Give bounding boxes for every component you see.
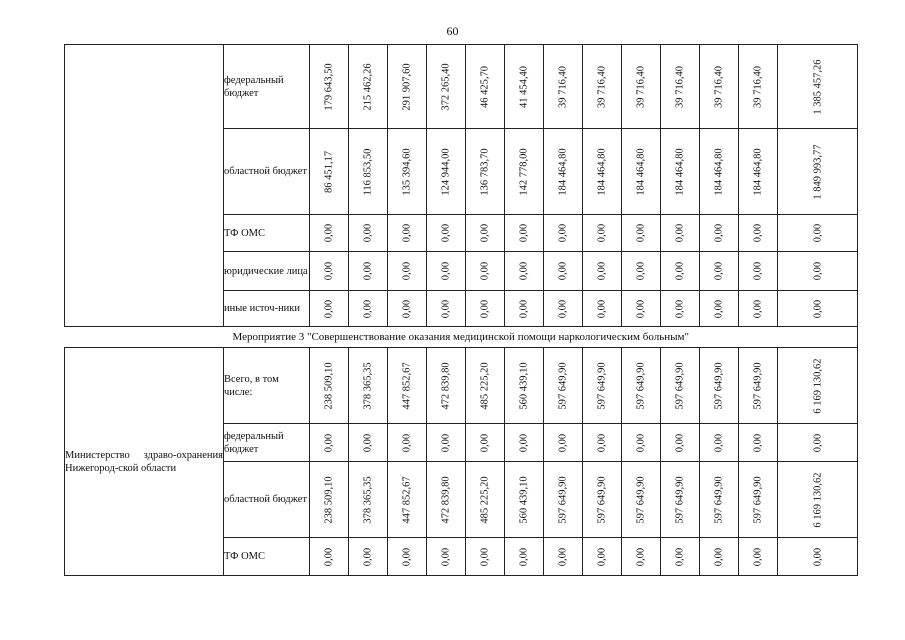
year-value-cell [700,538,739,576]
year-value: 124 944,00 [440,147,452,196]
year-value: 39 716,40 [557,65,569,108]
year-value-cell [427,45,466,129]
year-value-cell [583,348,622,424]
year-value: 0,00 [323,223,335,243]
year-value-cell [661,215,700,252]
year-value-cell [544,45,583,129]
year-value: 597 649,90 [713,361,725,410]
year-value: 0,00 [713,223,725,243]
year-value-cell [544,291,583,327]
funding-source: Всего, в том числе: [224,348,310,424]
funding-source: областной бюджет [224,462,310,538]
year-value: 41 454,40 [518,65,530,108]
year-value-cell [544,424,583,462]
year-value: 0,00 [557,299,569,318]
year-value-cell [544,252,583,291]
year-value: 0,00 [401,299,413,318]
year-value: 0,00 [635,223,647,243]
year-value: 0,00 [401,261,413,281]
year-value: 0,00 [713,547,725,566]
year-value-cell [739,129,778,215]
year-value: 0,00 [674,547,686,566]
year-value-cell [700,252,739,291]
year-value: 472 839,80 [440,361,452,410]
year-value: 0,00 [479,547,491,566]
total-value: 6 169 130,62 [812,471,823,528]
year-value: 597 649,90 [596,475,608,524]
year-value: 215 462,26 [362,62,374,111]
year-value-cell [622,348,661,424]
year-value-cell [388,424,427,462]
year-value: 0,00 [440,261,452,281]
total-value-cell [778,291,858,327]
year-value-cell [700,348,739,424]
total-value: 0,00 [812,547,823,566]
year-value: 378 365,35 [362,475,374,524]
year-value: 0,00 [557,223,569,243]
year-value: 0,00 [440,223,452,243]
year-value: 39 716,40 [713,65,725,108]
year-value-cell [427,424,466,462]
year-value-cell [466,538,505,576]
year-value-cell [700,462,739,538]
year-value: 0,00 [557,261,569,281]
total-value-cell [778,424,858,462]
year-value-cell [544,462,583,538]
total-value: 1 849 993,77 [812,143,823,200]
year-value-cell [388,129,427,215]
year-value: 116 853,50 [362,148,374,195]
year-value: 0,00 [479,261,491,281]
year-value-cell [583,424,622,462]
year-value: 0,00 [752,547,764,566]
year-value: 238 509,10 [323,361,335,410]
year-value: 0,00 [401,433,413,452]
year-value: 597 649,90 [674,361,686,410]
section-row [65,327,858,348]
year-value: 597 649,90 [635,475,647,524]
year-value: 597 649,90 [752,475,764,524]
year-value-cell [544,215,583,252]
year-value-cell [739,215,778,252]
year-value-cell [427,129,466,215]
year-value-cell [310,45,349,129]
year-value-cell [310,215,349,252]
year-value: 184 464,80 [557,147,569,196]
year-value: 142 778,00 [518,147,530,196]
year-value-cell [622,252,661,291]
total-value: 6 169 130,62 [812,357,823,414]
empty-organization-cell [65,45,224,327]
year-value: 0,00 [479,433,491,452]
year-value-cell [739,291,778,327]
year-value-cell [661,538,700,576]
year-value-cell [700,215,739,252]
year-value: 0,00 [713,261,725,281]
year-value: 0,00 [674,433,686,452]
year-value: 179 643,50 [323,62,335,111]
year-value-cell [427,252,466,291]
year-value-cell [427,215,466,252]
year-value-cell [544,129,583,215]
funding-source: федеральный бюджет [224,45,310,129]
year-value-cell [739,45,778,129]
year-value: 0,00 [635,261,647,281]
year-value: 291 907,60 [401,62,413,111]
year-value: 485 225,20 [479,361,491,410]
year-value: 372 265,40 [440,62,452,111]
year-value-cell [505,252,544,291]
year-value: 0,00 [596,433,608,452]
total-value-cell [778,215,858,252]
total-value: 0,00 [812,433,823,452]
top-block [65,45,858,327]
year-value: 0,00 [323,261,335,281]
total-value: 0,00 [812,299,823,318]
year-value: 0,00 [674,223,686,243]
year-value-cell [700,291,739,327]
table-row [65,45,858,129]
year-value: 0,00 [752,223,764,243]
year-value: 0,00 [674,261,686,281]
year-value-cell [310,252,349,291]
year-value: 39 716,40 [674,65,686,108]
bottom-block [65,348,858,576]
year-value-cell [739,348,778,424]
year-value: 184 464,80 [674,147,686,196]
year-value-cell [310,291,349,327]
year-value-cell [427,538,466,576]
year-value: 46 425,70 [479,65,491,108]
year-value-cell [700,129,739,215]
total-value: 0,00 [812,261,823,281]
total-value: 0,00 [812,223,823,243]
year-value: 0,00 [518,299,530,318]
year-value-cell [505,129,544,215]
year-value: 0,00 [323,433,335,452]
year-value: 0,00 [362,299,374,318]
year-value: 238 509,10 [323,475,335,524]
year-value: 0,00 [596,261,608,281]
year-value-cell [739,252,778,291]
year-value-cell [583,45,622,129]
year-value: 0,00 [596,299,608,318]
year-value-cell [349,291,388,327]
year-value-cell [388,252,427,291]
total-value-cell [778,538,858,576]
year-value: 0,00 [518,547,530,566]
year-value: 0,00 [362,261,374,281]
year-value: 0,00 [362,433,374,452]
funding-source: областной бюджет [224,129,310,215]
year-value-cell [349,215,388,252]
year-value-cell [583,538,622,576]
year-value-cell [739,424,778,462]
year-value-cell [349,462,388,538]
year-value-cell [739,462,778,538]
year-value-cell [622,291,661,327]
year-value-cell [622,424,661,462]
total-value-cell [778,348,858,424]
year-value: 597 649,90 [557,361,569,410]
year-value: 0,00 [635,547,647,566]
year-value-cell [310,462,349,538]
year-value-cell [583,462,622,538]
year-value-cell [505,424,544,462]
year-value: 0,00 [362,547,374,566]
year-value-cell [427,348,466,424]
year-value-cell [466,215,505,252]
year-value-cell [661,348,700,424]
year-value-cell [583,215,622,252]
year-value-cell [505,291,544,327]
year-value: 597 649,90 [557,475,569,524]
organization-cell [65,348,224,576]
year-value: 0,00 [440,299,452,318]
year-value: 0,00 [479,223,491,243]
year-value: 0,00 [752,299,764,318]
year-value: 184 464,80 [713,147,725,196]
year-value-cell [661,252,700,291]
year-value-cell [349,348,388,424]
year-value: 0,00 [635,433,647,452]
year-value: 485 225,20 [479,475,491,524]
total-value-cell [778,45,858,129]
year-value-cell [388,348,427,424]
year-value-cell [622,538,661,576]
year-value: 135 394,60 [401,147,413,196]
total-value-cell [778,252,858,291]
year-value: 39 716,40 [596,65,608,108]
year-value: 0,00 [557,547,569,566]
year-value-cell [661,462,700,538]
year-value: 184 464,80 [635,147,647,196]
organization-name: Министерство здраво-охранения Нижегород-ской области [65,449,223,474]
year-value: 597 649,90 [596,361,608,410]
year-value: 0,00 [713,299,725,318]
year-value-cell [505,215,544,252]
year-value-cell [427,291,466,327]
year-value: 560 439,10 [518,361,530,410]
year-value-cell [427,462,466,538]
year-value: 0,00 [401,223,413,243]
year-value-cell [388,215,427,252]
year-value-cell [466,45,505,129]
year-value-cell [388,462,427,538]
year-value: 447 852,67 [401,475,413,524]
table-row [65,348,858,424]
year-value-cell [388,45,427,129]
year-value: 597 649,90 [635,361,647,410]
year-value: 597 649,90 [713,475,725,524]
year-value: 0,00 [323,299,335,318]
year-value: 0,00 [752,261,764,281]
year-value-cell [349,252,388,291]
year-value: 0,00 [596,223,608,243]
year-value: 0,00 [713,433,725,452]
year-value-cell [388,291,427,327]
year-value-cell [310,424,349,462]
year-value-cell [583,291,622,327]
year-value: 0,00 [518,433,530,452]
year-value-cell [349,45,388,129]
year-value-cell [466,348,505,424]
page-number: 60 [446,24,459,38]
year-value-cell [739,538,778,576]
year-value: 0,00 [323,547,335,566]
year-value: 0,00 [440,433,452,452]
year-value: 0,00 [596,547,608,566]
year-value: 597 649,90 [674,475,686,524]
year-value-cell [466,129,505,215]
year-value: 0,00 [674,299,686,318]
year-value: 0,00 [518,223,530,243]
year-value-cell [622,129,661,215]
year-value: 0,00 [401,547,413,566]
year-value-cell [505,538,544,576]
year-value-cell [544,538,583,576]
year-value: 0,00 [440,547,452,566]
year-value-cell [310,538,349,576]
year-value: 0,00 [557,433,569,452]
year-value: 447 852,67 [401,361,413,410]
year-value: 0,00 [752,433,764,452]
total-value-cell [778,462,858,538]
year-value-cell [661,129,700,215]
year-value-cell [544,348,583,424]
section-header-block [65,327,858,348]
year-value-cell [466,462,505,538]
year-value-cell [505,462,544,538]
year-value: 0,00 [479,299,491,318]
funding-source: ТФ ОМС [224,538,310,576]
funding-source: ТФ ОМС [224,215,310,252]
year-value-cell [661,291,700,327]
funding-source: иные источ-ники [224,291,310,327]
year-value-cell [310,129,349,215]
funding-source: юридические лица [224,252,310,291]
year-value: 39 716,40 [635,65,647,108]
year-value-cell [583,129,622,215]
year-value-cell [349,538,388,576]
year-value-cell [466,291,505,327]
year-value-cell [505,45,544,129]
year-value-cell [505,348,544,424]
year-value-cell [466,252,505,291]
year-value: 597 649,90 [752,361,764,410]
section-title: Мероприятие 3 "Совершенствование оказания медицинской помощи наркологическим больным" [65,327,858,348]
funding-source: федеральный бюджет [224,424,310,462]
year-value-cell [700,424,739,462]
year-value: 0,00 [362,223,374,243]
year-value: 472 839,80 [440,475,452,524]
total-value: 1 385 457,26 [812,58,823,115]
year-value: 0,00 [518,261,530,281]
year-value-cell [622,45,661,129]
year-value-cell [349,424,388,462]
year-value-cell [310,348,349,424]
year-value: 378 365,35 [362,361,374,410]
year-value: 184 464,80 [752,147,764,196]
total-value-cell [778,129,858,215]
year-value-cell [661,45,700,129]
year-value-cell [349,129,388,215]
budget-table [64,44,858,576]
year-value-cell [388,538,427,576]
year-value-cell [700,45,739,129]
year-value: 39 716,40 [752,65,764,108]
year-value-cell [661,424,700,462]
year-value-cell [622,462,661,538]
year-value: 0,00 [635,299,647,318]
year-value-cell [583,252,622,291]
year-value-cell [466,424,505,462]
year-value: 136 783,70 [479,147,491,196]
year-value: 86 451,17 [323,150,335,193]
year-value: 184 464,80 [596,147,608,196]
year-value: 560 439,10 [518,475,530,524]
year-value-cell [622,215,661,252]
